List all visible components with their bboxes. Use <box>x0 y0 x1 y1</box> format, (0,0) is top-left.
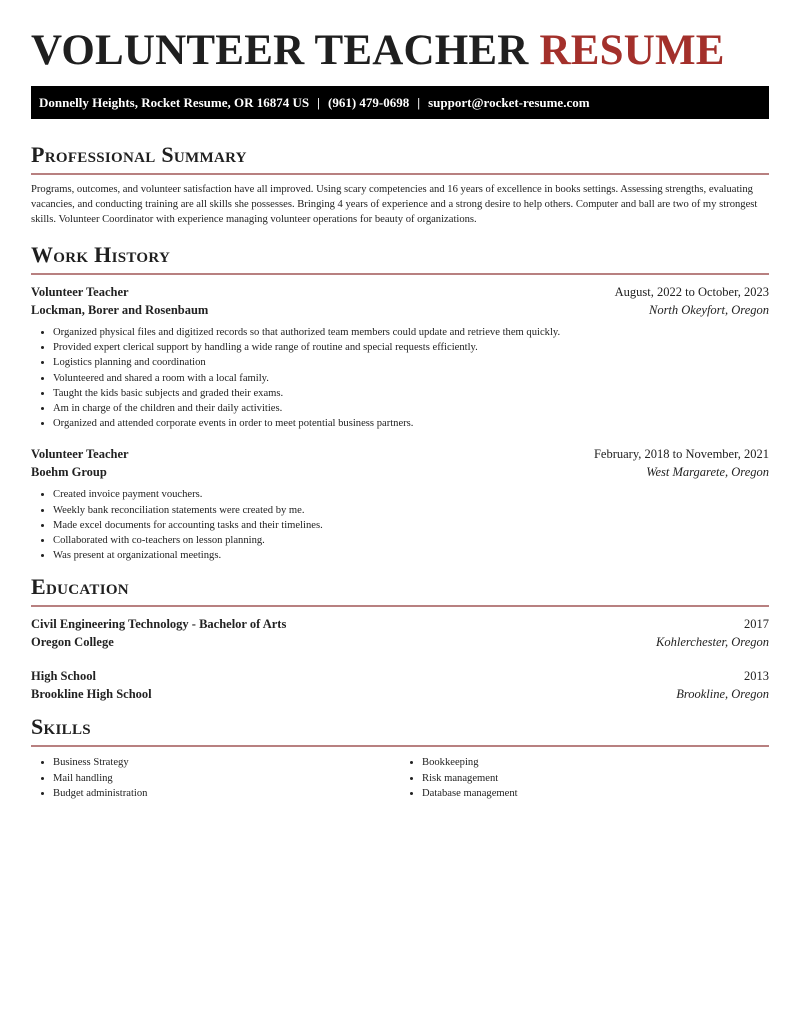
section-divider <box>31 173 769 175</box>
bullet-item: • Organized and attended corporate events in order to meet potential business partners. <box>53 416 769 431</box>
school-location: Brookline, Oregon <box>676 687 769 702</box>
bullet-item: • Volunteered and shared a room with a local family. <box>53 371 769 386</box>
skill-item: • Risk management <box>422 771 769 786</box>
skills-heading: Skills <box>31 714 91 740</box>
education-entry <box>31 615 769 651</box>
education-year: 2017 <box>744 617 769 632</box>
bullet-item: • Logistics planning and coordination <box>53 355 769 370</box>
bullet-item: • Was present at organizational meetings. <box>53 548 769 563</box>
contact-email: support@rocket-resume.com <box>428 95 590 110</box>
title-accent: RESUME <box>539 27 725 74</box>
skill-item: • Database management <box>422 786 769 801</box>
bullet-item: • Am in charge of the children and their daily activities. <box>53 401 769 416</box>
contact-bar <box>31 86 769 119</box>
education-year: 2013 <box>744 669 769 684</box>
job-dates: August, 2022 to October, 2023 <box>614 285 769 299</box>
skills-column-right <box>400 755 769 801</box>
job-company: Lockman, Borer and Rosenbaum <box>31 303 209 317</box>
education-entry <box>31 667 769 703</box>
summary-heading: Professional Summary <box>31 142 247 167</box>
contact-address: Donnelly Heights, Rocket Resume, OR 16874 US <box>39 95 310 110</box>
separator: | <box>417 95 421 110</box>
bullet-item: • Taught the kids basic subjects and graded their exams. <box>53 386 769 401</box>
bullet-item: • Created invoice payment vouchers. <box>53 487 769 502</box>
job-location: North Okeyfort, Oregon <box>648 303 769 317</box>
job-bullets <box>31 487 769 563</box>
skill-item: • Business Strategy <box>53 755 400 770</box>
education-heading: Education <box>31 574 129 600</box>
bullet-item: • Provided expert clerical support by handling a wide range of routine and special requests efficiently. <box>53 340 769 355</box>
job-bullets <box>31 325 769 431</box>
job-dates: February, 2018 to November, 2021 <box>593 447 769 462</box>
separator: | <box>317 95 320 110</box>
job-title: Volunteer Teacher <box>31 447 129 462</box>
skills-list <box>31 747 769 801</box>
work-history-heading: Work History <box>31 242 171 267</box>
school: Oregon College <box>31 635 114 650</box>
section-divider <box>31 273 769 275</box>
title-main: VOLUNTEER TEACHER <box>31 27 529 74</box>
degree: Civil Engineering Technology - Bachelor of Arts <box>31 617 287 632</box>
skill-item: • Budget administration <box>53 786 400 801</box>
bullet-item: • Collaborated with co-teachers on lesson planning. <box>53 533 769 548</box>
job-entry <box>31 283 769 431</box>
contact-phone: (961) 479-0698 <box>327 95 410 110</box>
job-title: Volunteer Teacher <box>31 285 129 299</box>
job-company: Boehm Group <box>31 465 107 480</box>
school-location: Kohlerchester, Oregon <box>656 635 769 650</box>
skill-item: • Mail handling <box>53 771 400 786</box>
skills-column-left <box>31 755 400 801</box>
degree: High School <box>31 669 96 684</box>
bullet-item: • Weekly bank reconciliation statements were created by me. <box>53 503 769 518</box>
section-divider <box>31 605 769 607</box>
job-entry <box>31 445 769 563</box>
summary-text: Programs, outcomes, and volunteer satisfaction have all improved. Using scary competencies and 16 years of excellence in books settings. Assessing strengths, evaluating vacancies, and conducting training are all skills she possesses. Bringing 4 years of experience and a strong desire to help others. Computer and ball are two of my strongest skills. Volunteer Coordinator with experience managing volunteer operations for beauty of organizations. <box>31 184 758 225</box>
bullet-item: • Made excel documents for accounting tasks and their timelines. <box>53 518 769 533</box>
school: Brookline High School <box>31 687 152 702</box>
job-location: West Margarete, Oregon <box>646 465 769 480</box>
skill-item: • Bookkeeping <box>422 755 769 770</box>
bullet-item: • Organized physical files and digitized records so that authorized team members could update and retrieve them quickly. <box>53 325 769 340</box>
resume-title <box>31 0 769 74</box>
